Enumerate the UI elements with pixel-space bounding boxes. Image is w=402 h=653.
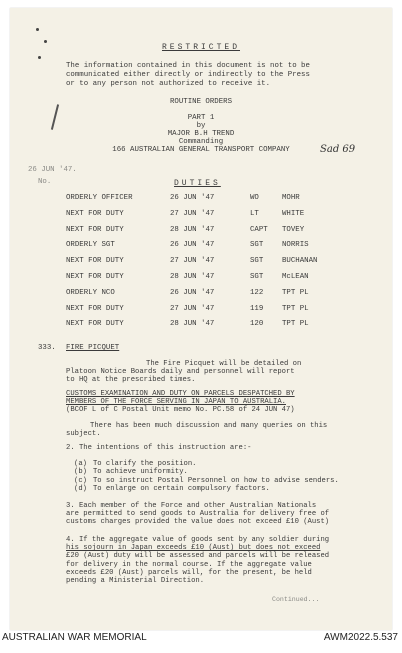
order-334-para-3: 3. Each member of the Force and other Australian Nationals are permitted to send goods to Australia for delivery free of customs charges provided the value does not exceed £10 (Aust) [66,502,330,527]
pin-hole [44,40,47,43]
list-item [74,468,188,476]
notice-line-1: The information contained in this document is not to be [66,62,310,70]
list-item [74,477,339,485]
orders-title: ROUTINE ORDERS [169,98,233,106]
duty-rank: SGT [250,241,264,250]
list-item [74,460,196,468]
list-item-label: (d) [74,485,87,494]
order-334-para-4: 4. If the aggregate value of goods sent by any soldier during his sojourn in Japan exceeds £10 (Aust) but does not exceed £20 (Aust) duty will be assessed and parcels will be released for delivery in the normal course. If the aggregate value exceeds £20 (Aust) parcels will, for the present, be held pending a Ministerial Direction. [66,536,330,586]
order-333-text: The Fire Picquet will be detailed on Platoon Notice Boards daily and personnel will report to HQ at the prescribed times. [66,360,302,385]
duty-rank: SGT [250,273,264,281]
duty-date: 26 JUN '47 [170,194,215,202]
order-number-label: No. [38,178,52,186]
duty-person: WHITE [282,209,305,218]
duty-name: NEXT FOR DUTY [66,257,124,266]
duty-person: BUCHANAN [282,257,318,266]
duty-rank: CAPT [250,225,268,234]
duty-row [66,241,366,251]
duty-name: ORDERLY OFFICER [66,194,133,202]
duty-rank: SGT [250,257,264,266]
duty-date: 28 JUN '47 [170,225,215,234]
duty-person: NORRIS [282,241,309,250]
order-334-para-1: There has been much discussion and many queries on this subject. [66,422,328,439]
duty-name: NEXT FOR DUTY [66,225,124,234]
duty-person: TPT PL [282,288,309,297]
list-item-text: To enlarge on certain compulsory factors. [92,485,270,494]
pin-hole [38,56,41,59]
footer-source: AUSTRALIAN WAR MEMORIAL [2,632,147,643]
duties-heading: DUTIES [174,179,221,188]
pin-hole [36,28,39,31]
officer-name: MAJOR B.H TREND [167,130,235,138]
part-number: PART 1 [187,114,215,122]
footer-accession-number: AWM2022.5.537 [323,632,398,643]
duty-date: 27 JUN '47 [170,209,215,218]
duty-name: NEXT FOR DUTY [66,320,124,329]
list-item-text: To clarify the position. [92,460,197,468]
order-334-para-2-intro: 2. The intentions of this instruction are:- [66,444,252,452]
list-item-label: (c) [74,476,87,485]
duty-row [66,320,366,330]
duty-rank: WO [250,194,259,202]
duty-name: NEXT FOR DUTY [66,209,124,218]
duty-person: TPT PL [282,304,309,313]
duty-row [66,226,366,236]
duty-date: 27 JUN '47 [170,304,215,313]
list-item [74,485,270,493]
duty-rank: 122 [250,288,264,297]
duty-date: 26 JUN '47 [170,241,215,250]
notice-line-3: or to any person not authorized to receive it. [66,80,271,88]
commanding-line: Commanding [178,138,224,146]
duty-row [66,273,366,283]
duty-name: NEXT FOR DUTY [66,304,124,313]
unit-name: 166 AUSTRALIAN GENERAL TRANSPORT COMPANY [112,146,290,154]
duty-name: NEXT FOR DUTY [66,273,124,281]
by-line: by [196,122,206,130]
order-334-title: CUSTOMS EXAMINATION AND DUTY ON PARCELS DESPATCHED BY MEMBERS OF THE FORCE SERVING IN JAPAN TO AUSTRALIA. (BCOF L of C Postal Unit memo No. PC.58 of 24 JUN 47) [66,390,295,415]
duty-date: 28 JUN '47 [170,320,215,329]
list-item-text: To achieve uniformity. [92,468,188,477]
duty-person: TOVEY [282,225,305,234]
duty-date: 27 JUN '47 [170,257,215,266]
duty-name: ORDERLY SGT [66,241,115,250]
duty-row [66,305,366,315]
list-item-label: (a) [74,460,87,468]
notice-line-2: communicated either directly or indirectly to the Press [66,71,310,79]
duty-rank: 119 [250,304,264,313]
duty-row [66,210,366,220]
document-page [10,8,392,630]
duty-row [66,257,366,267]
duty-date: 26 JUN '47 [170,288,215,297]
duty-rank: 120 [250,320,264,329]
duty-person: TPT PL [282,320,309,329]
order-333-number: 333. [38,344,56,352]
duty-date: 28 JUN '47 [170,273,215,281]
list-item-text: To so instruct Postal Personnel on how to advise senders. [92,476,339,485]
duty-name: ORDERLY NCO [66,288,115,297]
handwritten-reference: Sad 69 [320,144,356,155]
duty-row [66,289,366,299]
classification-heading: RESTRICTED [161,43,240,52]
list-item-label: (b) [74,468,87,477]
order-333-title: FIRE PICQUET [66,344,120,352]
order-date: 26 JUN '47. [28,166,77,174]
duty-person: MOHR [282,194,300,202]
continued-marker: Continued... [272,596,320,603]
duty-rank: LT [250,209,259,218]
duty-person: McLEAN [282,273,309,281]
duty-row [66,194,366,204]
